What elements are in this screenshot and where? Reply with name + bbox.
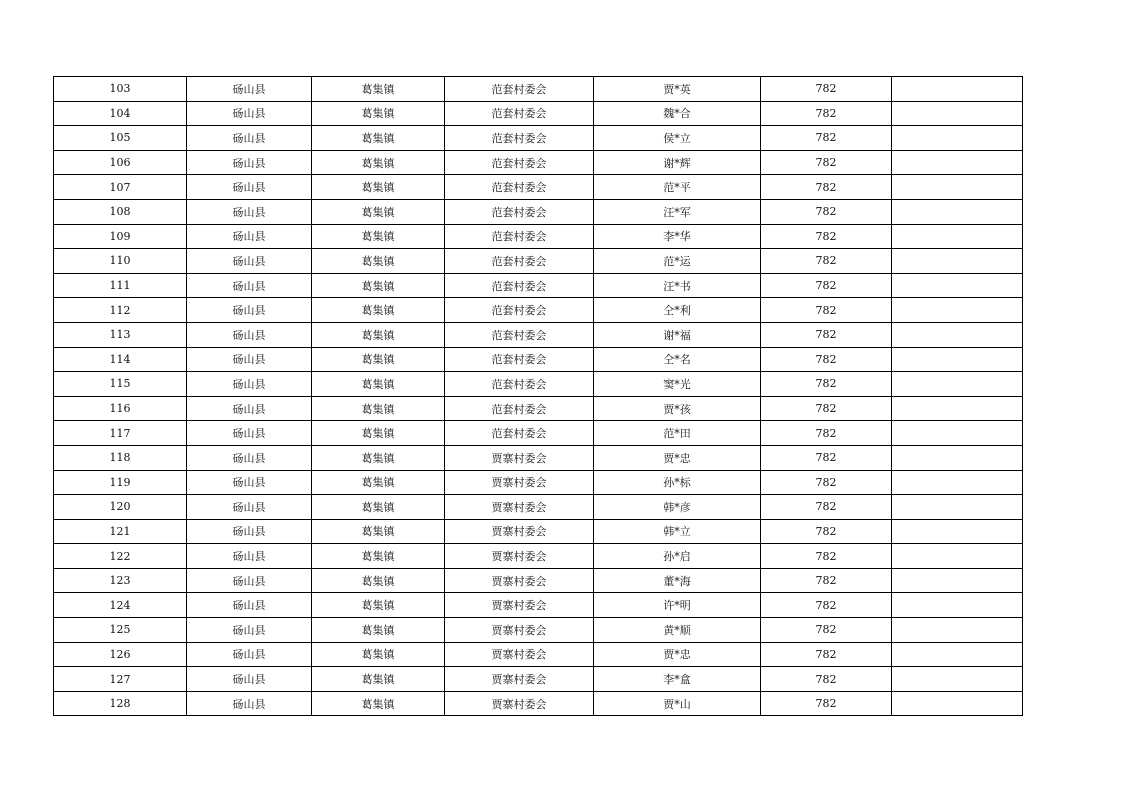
cell-town: 葛集镇: [312, 396, 445, 421]
cell-village: 范套村委会: [445, 199, 594, 224]
cell-name: 贾*孩: [594, 396, 761, 421]
cell-remark: [892, 445, 1023, 470]
cell-county: 砀山县: [187, 298, 312, 323]
cell-remark: [892, 372, 1023, 397]
cell-county: 砀山县: [187, 495, 312, 520]
table-row: [54, 495, 1023, 520]
cell-town: 葛集镇: [312, 495, 445, 520]
cell-remark: [892, 175, 1023, 200]
cell-index: 110: [54, 249, 187, 274]
cell-town: 葛集镇: [312, 77, 445, 102]
table-row: [54, 273, 1023, 298]
cell-village: 贾寨村委会: [445, 618, 594, 643]
cell-amount: 782: [761, 249, 892, 274]
table-row: [54, 544, 1023, 569]
cell-amount: 782: [761, 150, 892, 175]
cell-remark: [892, 568, 1023, 593]
table-row: [54, 445, 1023, 470]
cell-index: 107: [54, 175, 187, 200]
cell-amount: 782: [761, 642, 892, 667]
cell-name: 孙*标: [594, 470, 761, 495]
cell-name: 许*明: [594, 593, 761, 618]
cell-town: 葛集镇: [312, 150, 445, 175]
cell-remark: [892, 224, 1023, 249]
cell-village: 范套村委会: [445, 77, 594, 102]
cell-county: 砀山县: [187, 642, 312, 667]
table-row: [54, 396, 1023, 421]
cell-remark: [892, 347, 1023, 372]
cell-remark: [892, 593, 1023, 618]
cell-town: 葛集镇: [312, 224, 445, 249]
cell-index: 109: [54, 224, 187, 249]
cell-county: 砀山县: [187, 347, 312, 372]
cell-name: 侯*立: [594, 126, 761, 151]
cell-amount: 782: [761, 224, 892, 249]
table-row: [54, 126, 1023, 151]
cell-village: 贾寨村委会: [445, 544, 594, 569]
cell-index: 126: [54, 642, 187, 667]
cell-town: 葛集镇: [312, 667, 445, 692]
cell-village: 范套村委会: [445, 249, 594, 274]
cell-amount: 782: [761, 618, 892, 643]
table-row: [54, 322, 1023, 347]
table-row: [54, 667, 1023, 692]
cell-name: 董*海: [594, 568, 761, 593]
cell-village: 范套村委会: [445, 175, 594, 200]
cell-name: 贾*山: [594, 691, 761, 716]
table-row: [54, 347, 1023, 372]
cell-name: 范*田: [594, 421, 761, 446]
cell-name: 孙*启: [594, 544, 761, 569]
cell-town: 葛集镇: [312, 249, 445, 274]
cell-county: 砀山县: [187, 470, 312, 495]
cell-village: 范套村委会: [445, 126, 594, 151]
cell-county: 砀山县: [187, 421, 312, 446]
cell-name: 贾*英: [594, 77, 761, 102]
cell-village: 范套村委会: [445, 372, 594, 397]
table-row: [54, 77, 1023, 102]
cell-village: 贾寨村委会: [445, 593, 594, 618]
cell-amount: 782: [761, 396, 892, 421]
cell-town: 葛集镇: [312, 273, 445, 298]
cell-name: 仝*名: [594, 347, 761, 372]
cell-county: 砀山县: [187, 667, 312, 692]
cell-index: 112: [54, 298, 187, 323]
cell-remark: [892, 249, 1023, 274]
cell-county: 砀山县: [187, 568, 312, 593]
cell-county: 砀山县: [187, 273, 312, 298]
cell-village: 贾寨村委会: [445, 667, 594, 692]
cell-index: 128: [54, 691, 187, 716]
cell-index: 105: [54, 126, 187, 151]
cell-amount: 782: [761, 470, 892, 495]
cell-village: 贾寨村委会: [445, 691, 594, 716]
cell-amount: 782: [761, 593, 892, 618]
cell-index: 122: [54, 544, 187, 569]
cell-remark: [892, 642, 1023, 667]
cell-village: 范套村委会: [445, 273, 594, 298]
cell-name: 韩*立: [594, 519, 761, 544]
cell-county: 砀山县: [187, 396, 312, 421]
table-row: [54, 298, 1023, 323]
cell-index: 127: [54, 667, 187, 692]
cell-remark: [892, 273, 1023, 298]
cell-name: 黄*顺: [594, 618, 761, 643]
cell-amount: 782: [761, 544, 892, 569]
cell-name: 韩*彦: [594, 495, 761, 520]
cell-name: 范*运: [594, 249, 761, 274]
cell-county: 砀山县: [187, 224, 312, 249]
cell-index: 117: [54, 421, 187, 446]
cell-remark: [892, 199, 1023, 224]
cell-name: 贾*忠: [594, 642, 761, 667]
cell-town: 葛集镇: [312, 618, 445, 643]
cell-amount: 782: [761, 495, 892, 520]
cell-village: 范套村委会: [445, 150, 594, 175]
cell-remark: [892, 495, 1023, 520]
cell-county: 砀山县: [187, 445, 312, 470]
cell-village: 范套村委会: [445, 224, 594, 249]
cell-remark: [892, 470, 1023, 495]
cell-village: 贾寨村委会: [445, 470, 594, 495]
cell-index: 113: [54, 322, 187, 347]
cell-remark: [892, 150, 1023, 175]
cell-town: 葛集镇: [312, 347, 445, 372]
cell-county: 砀山县: [187, 249, 312, 274]
cell-county: 砀山县: [187, 544, 312, 569]
cell-town: 葛集镇: [312, 642, 445, 667]
cell-county: 砀山县: [187, 519, 312, 544]
cell-amount: 782: [761, 667, 892, 692]
cell-county: 砀山县: [187, 593, 312, 618]
cell-town: 葛集镇: [312, 568, 445, 593]
cell-town: 葛集镇: [312, 199, 445, 224]
cell-village: 贾寨村委会: [445, 445, 594, 470]
cell-amount: 782: [761, 298, 892, 323]
cell-county: 砀山县: [187, 126, 312, 151]
cell-remark: [892, 519, 1023, 544]
cell-amount: 782: [761, 372, 892, 397]
cell-town: 葛集镇: [312, 445, 445, 470]
table-row: [54, 618, 1023, 643]
cell-amount: 782: [761, 347, 892, 372]
table-row: [54, 421, 1023, 446]
cell-county: 砀山县: [187, 372, 312, 397]
cell-index: 118: [54, 445, 187, 470]
cell-index: 121: [54, 519, 187, 544]
cell-town: 葛集镇: [312, 322, 445, 347]
cell-name: 李*盒: [594, 667, 761, 692]
cell-remark: [892, 618, 1023, 643]
table-row: [54, 175, 1023, 200]
table-row: [54, 224, 1023, 249]
cell-name: 魏*合: [594, 101, 761, 126]
cell-name: 李*华: [594, 224, 761, 249]
cell-name: 仝*利: [594, 298, 761, 323]
cell-name: 贾*忠: [594, 445, 761, 470]
cell-name: 谢*福: [594, 322, 761, 347]
cell-index: 106: [54, 150, 187, 175]
cell-remark: [892, 298, 1023, 323]
cell-remark: [892, 691, 1023, 716]
cell-county: 砀山县: [187, 691, 312, 716]
data-table: [53, 76, 1023, 716]
cell-town: 葛集镇: [312, 175, 445, 200]
cell-index: 111: [54, 273, 187, 298]
cell-town: 葛集镇: [312, 126, 445, 151]
cell-index: 124: [54, 593, 187, 618]
cell-index: 119: [54, 470, 187, 495]
cell-town: 葛集镇: [312, 298, 445, 323]
cell-town: 葛集镇: [312, 519, 445, 544]
table-row: [54, 199, 1023, 224]
cell-county: 砀山县: [187, 150, 312, 175]
cell-village: 范套村委会: [445, 101, 594, 126]
cell-amount: 782: [761, 175, 892, 200]
cell-amount: 782: [761, 568, 892, 593]
table-row: [54, 568, 1023, 593]
cell-name: 汪*军: [594, 199, 761, 224]
cell-county: 砀山县: [187, 175, 312, 200]
cell-county: 砀山县: [187, 322, 312, 347]
cell-town: 葛集镇: [312, 691, 445, 716]
table-row: [54, 249, 1023, 274]
cell-name: 谢*辉: [594, 150, 761, 175]
table-body: [54, 77, 1023, 716]
cell-index: 115: [54, 372, 187, 397]
cell-village: 贾寨村委会: [445, 642, 594, 667]
cell-name: 汪*书: [594, 273, 761, 298]
cell-amount: 782: [761, 101, 892, 126]
cell-amount: 782: [761, 77, 892, 102]
cell-village: 范套村委会: [445, 421, 594, 446]
cell-remark: [892, 667, 1023, 692]
cell-town: 葛集镇: [312, 101, 445, 126]
table-row: [54, 372, 1023, 397]
cell-amount: 782: [761, 126, 892, 151]
cell-index: 125: [54, 618, 187, 643]
cell-town: 葛集镇: [312, 421, 445, 446]
table-row: [54, 519, 1023, 544]
cell-amount: 782: [761, 691, 892, 716]
cell-amount: 782: [761, 273, 892, 298]
cell-village: 贾寨村委会: [445, 519, 594, 544]
cell-town: 葛集镇: [312, 372, 445, 397]
cell-remark: [892, 421, 1023, 446]
table-row: [54, 470, 1023, 495]
cell-index: 123: [54, 568, 187, 593]
cell-remark: [892, 77, 1023, 102]
cell-county: 砀山县: [187, 618, 312, 643]
cell-county: 砀山县: [187, 77, 312, 102]
cell-remark: [892, 101, 1023, 126]
table-row: [54, 101, 1023, 126]
cell-amount: 782: [761, 445, 892, 470]
table-row: [54, 593, 1023, 618]
cell-village: 范套村委会: [445, 298, 594, 323]
table-row: [54, 150, 1023, 175]
cell-index: 103: [54, 77, 187, 102]
cell-amount: 782: [761, 519, 892, 544]
cell-town: 葛集镇: [312, 593, 445, 618]
cell-village: 范套村委会: [445, 322, 594, 347]
cell-remark: [892, 396, 1023, 421]
cell-remark: [892, 544, 1023, 569]
cell-name: 范*平: [594, 175, 761, 200]
cell-village: 贾寨村委会: [445, 568, 594, 593]
cell-amount: 782: [761, 421, 892, 446]
cell-village: 范套村委会: [445, 347, 594, 372]
cell-amount: 782: [761, 322, 892, 347]
cell-remark: [892, 126, 1023, 151]
cell-village: 范套村委会: [445, 396, 594, 421]
cell-amount: 782: [761, 199, 892, 224]
cell-town: 葛集镇: [312, 544, 445, 569]
table-row: [54, 642, 1023, 667]
cell-name: 窦*光: [594, 372, 761, 397]
cell-town: 葛集镇: [312, 470, 445, 495]
table-row: [54, 691, 1023, 716]
cell-index: 120: [54, 495, 187, 520]
cell-county: 砀山县: [187, 101, 312, 126]
cell-index: 114: [54, 347, 187, 372]
cell-index: 116: [54, 396, 187, 421]
cell-county: 砀山县: [187, 199, 312, 224]
cell-village: 贾寨村委会: [445, 495, 594, 520]
cell-remark: [892, 322, 1023, 347]
cell-index: 108: [54, 199, 187, 224]
cell-index: 104: [54, 101, 187, 126]
